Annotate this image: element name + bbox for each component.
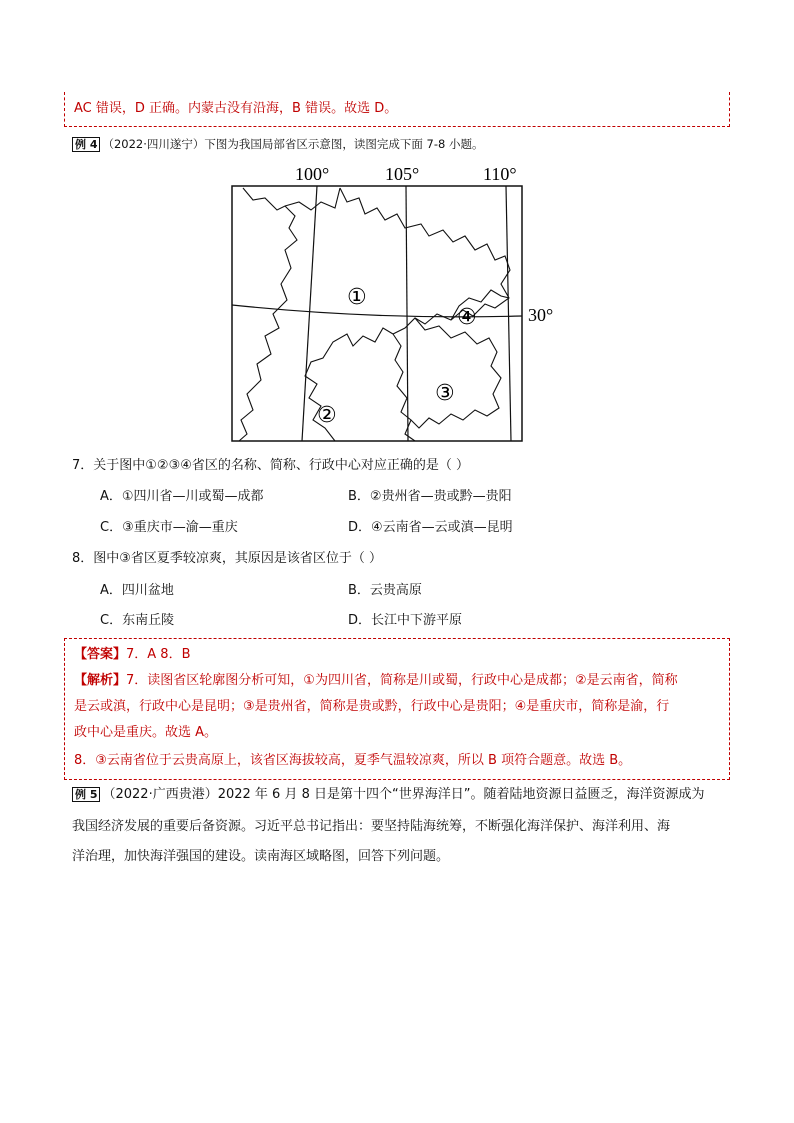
meridian-110	[506, 186, 511, 441]
example4-tag: 例 4	[72, 137, 100, 152]
region-label-1: ①	[347, 285, 367, 310]
q8-option-a: A．四川盆地	[100, 583, 174, 598]
label-30: 30°	[528, 305, 554, 325]
q7-option-a: A．①四川省—川或蜀—成都	[100, 489, 264, 504]
analysis-line-4: 8．③云南省位于云贵高原上，该省区海拔较高，夏季气温较凉爽，所以 B 项符合题意。故选 B。	[74, 753, 632, 768]
q8-option-c: C．东南丘陵	[100, 613, 175, 628]
analysis-line-3: 政中心是重庆。故选 A。	[74, 725, 218, 740]
label-105: 105°	[385, 164, 420, 184]
q7-option-b: B．②贵州省—贵或黔—贵阳	[348, 489, 512, 504]
label-110: 110°	[483, 164, 517, 184]
meridian-105	[406, 186, 408, 441]
q8-stem: 8．图中③省区夏季较凉爽，其原因是该省区位于（ ）	[72, 551, 383, 566]
analysis-text-1: 7．读图省区轮廓图分析可知，①为四川省，简称是川或蜀，行政中心是成都；②是云南省，简称	[126, 673, 678, 688]
q7-option-d: D．④云南省—云或滇—昆明	[348, 520, 513, 535]
province-map	[225, 158, 570, 448]
answer-text: 7．A 8．B	[126, 647, 191, 662]
yunnan-guizhou-boundary	[393, 334, 415, 441]
analysis-line-1	[74, 672, 678, 690]
example5-text-1: （2022·广西贵港）2022 年 6 月 8 日是第十四个“世界海洋日”。随着陆地资源日益匮乏，海洋资源成为	[102, 787, 705, 802]
sichuan-east-boundary	[340, 188, 510, 334]
answer-line	[74, 646, 191, 664]
analysis-line-2: 是云或滇，行政中心是昆明；③是贵州省，简称是贵或黔，行政中心是贵阳；④是重庆市，简称是渝，行	[74, 699, 670, 714]
q7-option-c: C．③重庆市—渝—重庆	[100, 520, 238, 535]
example5-line-1	[72, 786, 704, 804]
label-100: 100°	[295, 164, 330, 184]
example5-line-2: 我国经济发展的重要后备资源。习近平总书记指出：要坚持陆海统筹，不断强化海洋保护、海洋利用、海	[72, 819, 671, 834]
answer-label: 【答案】	[74, 647, 127, 662]
region-label-3: ③	[435, 381, 455, 406]
q8-option-d: D．长江中下游平原	[348, 613, 463, 628]
meridian-100	[302, 186, 317, 441]
guizhou-boundary	[411, 318, 501, 428]
example4-header	[72, 135, 484, 153]
sichuan-west-boundary	[239, 188, 297, 441]
example5-tag: 例 5	[72, 787, 100, 802]
qinghai-boundary	[285, 188, 340, 210]
region-label-4: ④	[457, 305, 477, 330]
q7-stem: 7．关于图中①②③④省区的名称、简称、行政中心对应正确的是（ ）	[72, 458, 470, 473]
analysis-label: 【解析】	[74, 673, 127, 688]
q8-option-b: B．云贵高原	[348, 583, 422, 598]
previous-answer-text: AC 错误，D 正确。内蒙古没有沿海，B 错误。故选 D。	[74, 101, 398, 116]
example4-intro: （2022·四川遂宁）下图为我国局部省区示意图，读图完成下面 7-8 小题。	[102, 137, 484, 151]
map-frame	[232, 186, 522, 441]
example5-line-3: 洋治理，加快海洋强国的建设。读南海区域略图，回答下列问题。	[72, 849, 450, 864]
region-label-2: ②	[317, 403, 337, 428]
